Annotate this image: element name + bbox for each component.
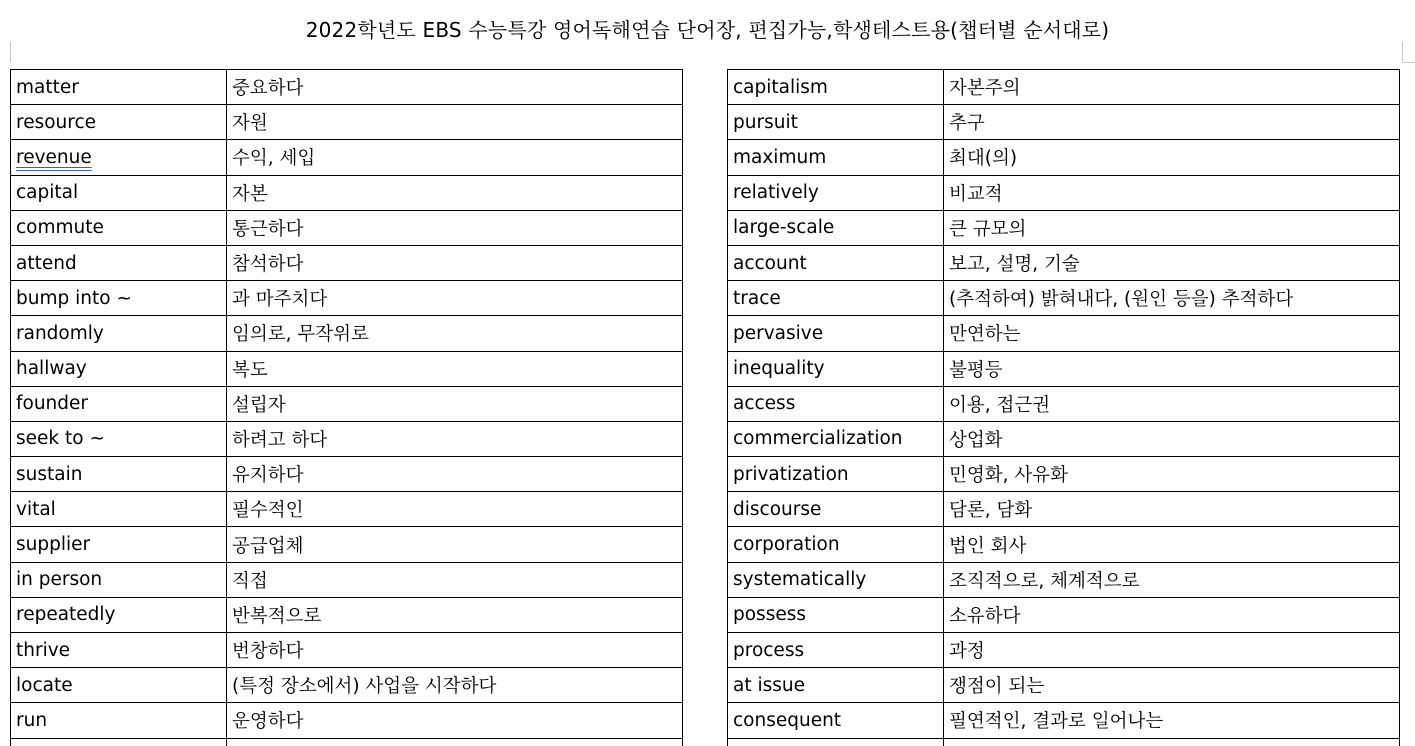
english-word-cell[interactable] (11, 457, 227, 492)
english-word-cell[interactable] (728, 597, 944, 632)
korean-meaning-cell[interactable] (944, 175, 1400, 210)
table-row (11, 386, 683, 421)
english-word-cell[interactable] (728, 351, 944, 386)
english-word: account (733, 252, 807, 274)
english-word: possess (733, 604, 806, 626)
english-word: run (16, 709, 48, 731)
english-word-cell[interactable] (11, 105, 227, 140)
korean-meaning: 최대(의) (949, 148, 1018, 170)
english-word-cell[interactable] (11, 633, 227, 668)
korean-meaning-cell[interactable] (944, 703, 1400, 738)
korean-meaning-cell[interactable] (227, 245, 683, 280)
korean-meaning-cell[interactable] (227, 668, 683, 703)
english-word: seek to ~ (16, 428, 105, 450)
english-word: corporation (733, 534, 840, 556)
korean-meaning-cell[interactable] (227, 175, 683, 210)
english-word: pervasive (733, 322, 824, 344)
english-word-cell[interactable] (11, 738, 227, 746)
korean-meaning: 자본 (232, 183, 268, 205)
english-word: relatively (733, 182, 819, 204)
korean-meaning-cell[interactable] (944, 633, 1400, 668)
korean-meaning: 쟁점이 되는 (949, 676, 1045, 698)
table-row (728, 316, 1400, 351)
english-word: discourse (733, 498, 822, 520)
english-word: at issue (733, 674, 805, 696)
english-word: privatization (733, 463, 849, 485)
table-row (728, 386, 1400, 421)
table-row (728, 668, 1400, 703)
english-word: maximum (733, 146, 827, 168)
korean-meaning: 과정 (949, 641, 985, 663)
english-word-cell[interactable] (11, 562, 227, 597)
english-word-cell[interactable] (11, 70, 227, 105)
english-word: large-scale (733, 217, 835, 239)
table-row (728, 140, 1400, 175)
korean-meaning-cell[interactable] (227, 492, 683, 527)
english-word-cell[interactable] (11, 140, 227, 175)
english-word-cell[interactable] (11, 351, 227, 386)
korean-meaning: 비교적 (949, 183, 1003, 205)
table-row (728, 597, 1400, 632)
english-word-cell[interactable] (728, 703, 944, 738)
korean-meaning-cell[interactable] (227, 386, 683, 421)
english-word: resource (16, 111, 97, 133)
english-word: commercialization (733, 428, 903, 450)
english-word: thrive (16, 639, 71, 661)
table-row (728, 210, 1400, 245)
vocab-table-right-body (728, 70, 1400, 746)
korean-meaning: 과 마주치다 (232, 289, 328, 311)
korean-meaning: 필연적인, 결과로 일어나는 (949, 711, 1164, 733)
korean-meaning-cell[interactable] (227, 597, 683, 632)
korean-meaning-cell[interactable] (944, 281, 1400, 316)
english-word-cell[interactable] (728, 70, 944, 105)
korean-meaning-cell[interactable] (227, 316, 683, 351)
english-word-cell[interactable] (728, 175, 944, 210)
page-margin-marker-right-horizontal (1403, 62, 1415, 63)
english-word-cell[interactable] (11, 386, 227, 421)
korean-meaning: 담론, 담화 (949, 500, 1033, 522)
korean-meaning-cell[interactable] (944, 738, 1400, 746)
english-word-cell[interactable] (11, 527, 227, 562)
english-word: systematically (733, 569, 867, 591)
korean-meaning-cell[interactable] (227, 140, 683, 175)
english-word-cell[interactable] (728, 738, 944, 746)
english-word-cell[interactable] (728, 140, 944, 175)
table-row (728, 105, 1400, 140)
page-margin-marker-right (1402, 42, 1403, 62)
table-row (11, 281, 683, 316)
table-row (11, 597, 683, 632)
document-title[interactable]: 2022학년도 EBS 수능특강 영어독해연습 단어장, 편집가능,학생테스트용(챕터별 순서대로) (305, 18, 1110, 42)
english-word-cell[interactable] (11, 421, 227, 456)
korean-meaning-cell[interactable] (227, 421, 683, 456)
english-word-cell[interactable] (728, 281, 944, 316)
vocab-table-left-body (11, 70, 683, 746)
table-row (728, 703, 1400, 738)
english-word: sustain (16, 463, 83, 485)
english-word: revenue (16, 146, 92, 168)
korean-meaning-cell[interactable] (227, 457, 683, 492)
korean-meaning: 중요하다 (232, 78, 304, 100)
vocab-table-left (10, 69, 683, 746)
english-word: capital (16, 182, 79, 204)
english-word-cell[interactable] (728, 457, 944, 492)
table-row (728, 70, 1400, 105)
korean-meaning-cell[interactable] (944, 105, 1400, 140)
korean-meaning-cell[interactable] (944, 70, 1400, 105)
english-word-cell[interactable] (728, 245, 944, 280)
english-word: commute (16, 217, 104, 239)
table-row (728, 175, 1400, 210)
korean-meaning: 임의로, 무작위로 (232, 324, 369, 346)
english-word-cell[interactable] (728, 105, 944, 140)
korean-meaning-cell[interactable] (944, 492, 1400, 527)
korean-meaning: 유지하다 (232, 465, 304, 487)
korean-meaning: 민영화, 사유화 (949, 465, 1068, 487)
korean-meaning-cell[interactable] (227, 351, 683, 386)
table-row (11, 703, 683, 738)
english-word: founder (16, 393, 89, 415)
korean-meaning: 불평등 (949, 359, 1003, 381)
korean-meaning: 복도 (232, 359, 268, 381)
table-row (728, 351, 1400, 386)
korean-meaning-cell[interactable] (944, 668, 1400, 703)
english-word-cell[interactable] (11, 316, 227, 351)
korean-meaning: 설립자 (232, 394, 286, 416)
korean-meaning-cell[interactable] (227, 703, 683, 738)
table-row (728, 421, 1400, 456)
table-row (11, 668, 683, 703)
table-row (728, 281, 1400, 316)
korean-meaning-cell[interactable] (227, 105, 683, 140)
korean-meaning: 법인 회사 (949, 535, 1027, 557)
korean-meaning-cell[interactable] (944, 597, 1400, 632)
table-row (11, 421, 683, 456)
english-word: bump into ~ (16, 287, 132, 309)
english-word-cell[interactable] (728, 421, 944, 456)
korean-meaning: (특정 장소에서) 사업을 시작하다 (232, 676, 497, 698)
english-word: attend (16, 252, 77, 274)
english-word: vital (16, 498, 56, 520)
english-word-cell[interactable] (11, 281, 227, 316)
korean-meaning-cell[interactable] (944, 140, 1400, 175)
korean-meaning: 자본주의 (949, 78, 1021, 100)
korean-meaning: 통근하다 (232, 218, 304, 240)
english-word-cell[interactable] (728, 316, 944, 351)
korean-meaning: 참석하다 (232, 254, 304, 276)
english-word-cell[interactable] (728, 668, 944, 703)
korean-meaning: 만연하는 (949, 324, 1021, 346)
english-word: matter (16, 76, 79, 98)
table-row (11, 351, 683, 386)
table-row (11, 140, 683, 175)
english-word: in person (16, 569, 103, 591)
korean-meaning: 이용, 접근권 (949, 394, 1051, 416)
table-row (728, 562, 1400, 597)
english-word: trace (733, 287, 781, 309)
korean-meaning-cell[interactable] (944, 562, 1400, 597)
english-word-cell[interactable] (11, 175, 227, 210)
korean-meaning: 상업화 (949, 429, 1003, 451)
table-row (11, 316, 683, 351)
korean-meaning: 큰 규모의 (949, 218, 1027, 240)
korean-meaning-cell[interactable] (944, 351, 1400, 386)
english-word: locate (16, 674, 73, 696)
korean-meaning: 필수적인 (232, 500, 304, 522)
english-word: repeatedly (16, 604, 116, 626)
english-word: pursuit (733, 111, 798, 133)
korean-meaning: 공급업체 (232, 535, 304, 557)
english-word: inequality (733, 358, 825, 380)
korean-meaning: 보고, 설명, 기술 (949, 254, 1080, 276)
korean-meaning-cell[interactable] (944, 210, 1400, 245)
english-word: process (733, 639, 805, 661)
table-row (11, 562, 683, 597)
english-word-cell[interactable] (11, 492, 227, 527)
english-word: randomly (16, 322, 104, 344)
english-word-cell[interactable] (11, 703, 227, 738)
table-row (11, 527, 683, 562)
korean-meaning-cell[interactable] (944, 421, 1400, 456)
english-word-cell[interactable] (11, 668, 227, 703)
korean-meaning-cell[interactable] (227, 527, 683, 562)
english-word-cell[interactable] (728, 562, 944, 597)
korean-meaning: 수익, 세입 (232, 148, 316, 170)
korean-meaning-cell[interactable] (227, 633, 683, 668)
korean-meaning: 추구 (949, 113, 985, 135)
korean-meaning-cell[interactable] (227, 70, 683, 105)
english-word: capitalism (733, 76, 828, 98)
english-word-cell[interactable] (728, 527, 944, 562)
english-word-cell[interactable] (728, 386, 944, 421)
english-word-cell[interactable] (11, 597, 227, 632)
korean-meaning-cell[interactable] (227, 281, 683, 316)
table-row (728, 492, 1400, 527)
korean-meaning: 조직적으로, 체계적으로 (949, 570, 1140, 592)
table-row (728, 633, 1400, 668)
table-row (728, 457, 1400, 492)
korean-meaning: 자원 (232, 113, 268, 135)
table-row (11, 633, 683, 668)
table-row (728, 738, 1400, 746)
korean-meaning-cell[interactable] (227, 562, 683, 597)
korean-meaning-cell[interactable] (944, 245, 1400, 280)
page-margin-marker-left (10, 42, 11, 62)
english-word-cell[interactable] (728, 492, 944, 527)
korean-meaning-cell[interactable] (227, 738, 683, 746)
table-row (728, 245, 1400, 280)
english-word: hallway (16, 358, 87, 380)
korean-meaning-cell[interactable] (944, 527, 1400, 562)
english-word-cell[interactable] (728, 210, 944, 245)
table-row (11, 492, 683, 527)
korean-meaning-cell[interactable] (944, 386, 1400, 421)
table-row (11, 738, 683, 746)
table-row (11, 105, 683, 140)
table-row (11, 70, 683, 105)
korean-meaning-cell[interactable] (944, 457, 1400, 492)
korean-meaning: 반복적으로 (232, 605, 322, 627)
korean-meaning: 운영하다 (232, 711, 304, 733)
table-row (11, 245, 683, 280)
english-word-cell[interactable] (11, 210, 227, 245)
korean-meaning: (추적하여) 밝혀내다, (원인 등을) 추적하다 (949, 289, 1294, 311)
vocab-table-right (727, 69, 1400, 746)
korean-meaning: 번창하다 (232, 641, 304, 663)
korean-meaning: 직접 (232, 570, 268, 592)
table-row (728, 527, 1400, 562)
table-row (11, 210, 683, 245)
english-word: consequent (733, 709, 842, 731)
korean-meaning-cell[interactable] (227, 210, 683, 245)
table-row (11, 457, 683, 492)
english-word-cell[interactable] (11, 245, 227, 280)
english-word: supplier (16, 534, 91, 556)
english-word: access (733, 393, 796, 415)
korean-meaning: 소유하다 (949, 605, 1021, 627)
korean-meaning: 하려고 하다 (232, 429, 328, 451)
table-row (11, 175, 683, 210)
korean-meaning-cell[interactable] (944, 316, 1400, 351)
english-word-cell[interactable] (728, 633, 944, 668)
